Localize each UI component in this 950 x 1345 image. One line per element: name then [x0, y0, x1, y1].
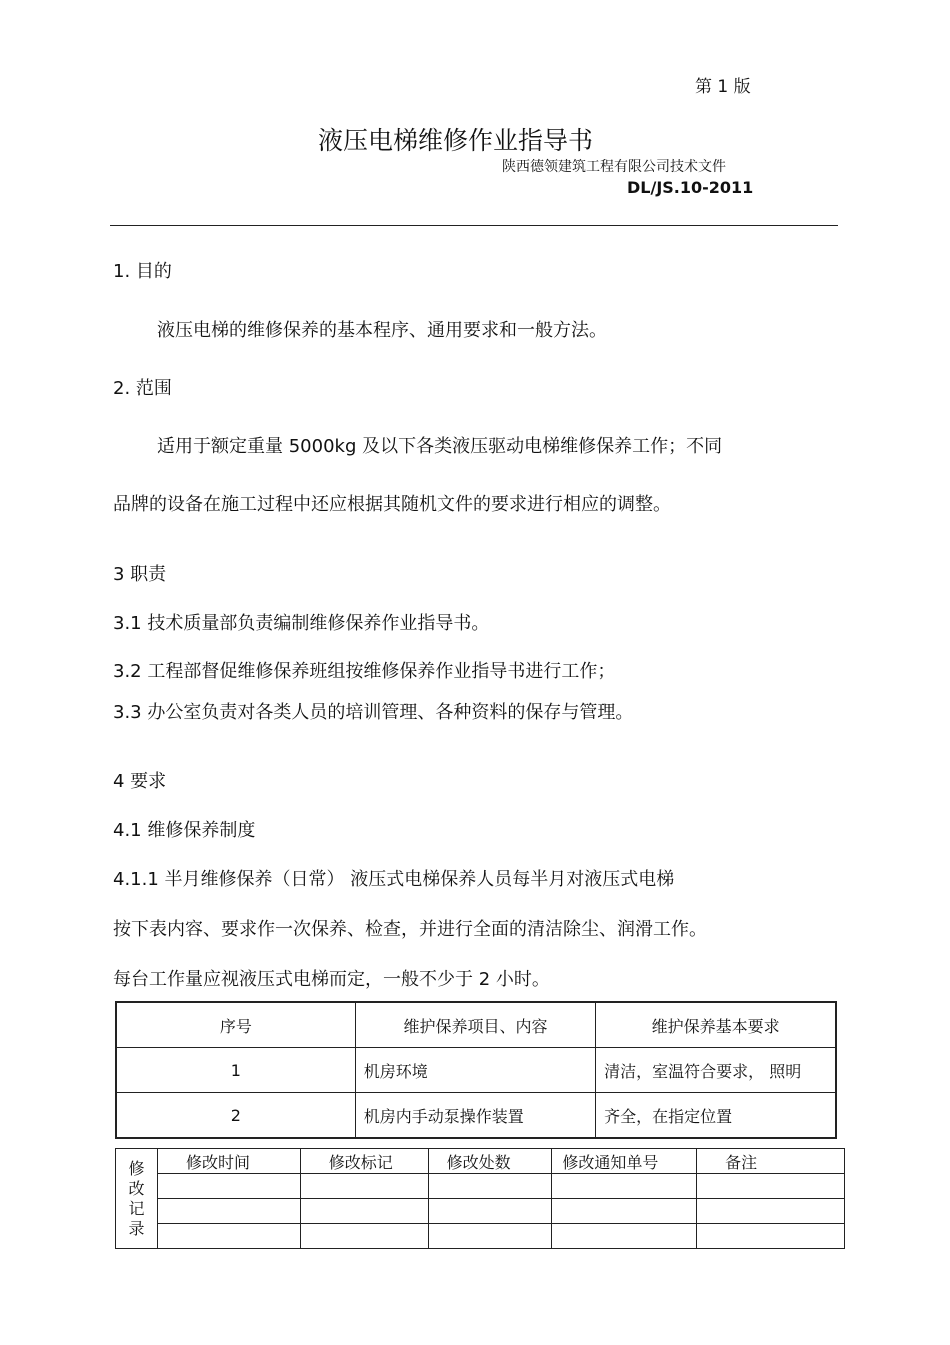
table-row: [116, 1048, 836, 1093]
table-cell: 清洁，室温符合要求， 照明: [596, 1048, 836, 1093]
section-3-2: 3.2 工程部督促维修保养班组按维修保养作业指导书进行工作；: [113, 661, 616, 682]
document-number: DL/JS.10-2011: [627, 178, 754, 197]
section-1-text: 液压电梯的维修保养的基本程序、通用要求和一般方法。: [157, 320, 607, 341]
table-cell: [157, 1224, 300, 1249]
header-divider: [110, 225, 838, 226]
section-3-heading: 3 职责: [113, 564, 167, 585]
company-name: 陕西德领建筑工程有限公司技术文件: [502, 159, 726, 175]
section-4-heading: 4 要求: [113, 771, 167, 792]
section-4-1-1-line2: 按下表内容、要求作一次保养、检查，并进行全面的清洁除尘、润滑工作。: [113, 919, 707, 940]
table-cell: [300, 1199, 428, 1224]
table-cell: 1: [116, 1048, 355, 1093]
header-cell: 修改时间: [157, 1149, 300, 1174]
table-cell: [552, 1199, 697, 1224]
section-4-1: 4.1 维修保养制度: [113, 820, 256, 841]
table-cell: [428, 1224, 552, 1249]
header-cell: 修改通知单号: [552, 1149, 697, 1174]
section-4-1-1-line3: 每台工作量应视液压式电梯而定，一般不少于 2 小时。: [113, 969, 550, 990]
section-1-heading: 1. 目的: [113, 261, 172, 282]
table-row: [116, 1199, 845, 1224]
table-header-row: [116, 1002, 836, 1048]
table-cell: [428, 1174, 552, 1199]
header-cell: 修改标记: [300, 1149, 428, 1174]
header-cell: 修改处数: [428, 1149, 552, 1174]
table-cell: [697, 1199, 845, 1224]
revision-record-table: [115, 1148, 845, 1249]
section-2-text-line1: 适用于额定重量 5000kg 及以下各类液压驱动电梯维修保养工作；不同: [157, 436, 723, 457]
table-cell: [697, 1224, 845, 1249]
edition-label: 第 1 版: [695, 77, 751, 97]
section-3-1: 3.1 技术质量部负责编制维修保养作业指导书。: [113, 613, 490, 634]
table-cell: 2: [116, 1093, 355, 1139]
table-cell: 机房内手动泵操作装置: [355, 1093, 595, 1139]
table-cell: [300, 1174, 428, 1199]
table-row: [116, 1093, 836, 1139]
table-row: [116, 1174, 845, 1199]
section-2-heading: 2. 范围: [113, 378, 172, 399]
header-cell: 备注: [697, 1149, 845, 1174]
section-4-1-1-line1: 4.1.1 半月维修保养（日常） 液压式电梯保养人员每半月对液压式电梯: [113, 869, 675, 890]
table-cell: [552, 1174, 697, 1199]
header-cell: 维护保养项目、内容: [355, 1002, 595, 1048]
table-cell: [552, 1224, 697, 1249]
header-cell: 序号: [116, 1002, 355, 1048]
document-title: 液压电梯维修作业指导书: [318, 126, 594, 155]
header-cell: 维护保养基本要求: [596, 1002, 836, 1048]
revision-side-label: 修 改 记 录: [116, 1149, 158, 1249]
table-cell: [300, 1224, 428, 1249]
table-cell: 齐全，在指定位置: [596, 1093, 836, 1139]
maintenance-table: [115, 1001, 837, 1139]
table-cell: [157, 1199, 300, 1224]
table-row: [116, 1224, 845, 1249]
section-2-text-line2: 品牌的设备在施工过程中还应根据其随机文件的要求进行相应的调整。: [113, 494, 671, 515]
table-cell: 机房环境: [355, 1048, 595, 1093]
section-3-3: 3.3 办公室负责对各类人员的培训管理、各种资料的保存与管理。: [113, 702, 634, 723]
table-cell: [697, 1174, 845, 1199]
table-cell: [428, 1199, 552, 1224]
table-cell: [157, 1174, 300, 1199]
